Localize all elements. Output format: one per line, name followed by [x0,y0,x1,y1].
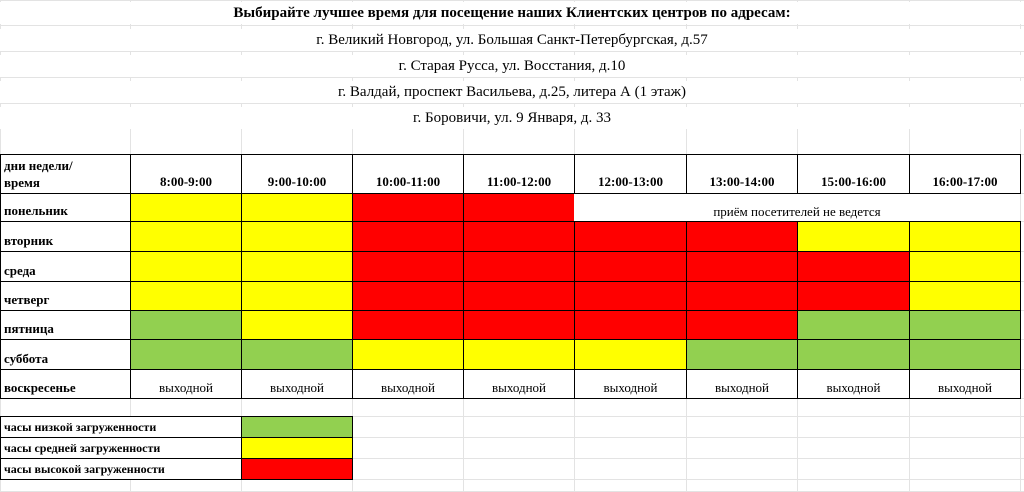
day-off-cell: выходной [241,369,353,399]
load-cell [909,339,1021,370]
day-label: суббота [0,339,131,370]
load-cell [463,193,575,222]
load-cell [130,310,242,340]
load-cell [241,310,353,340]
header-title: Выбирайте лучшее время для посещение наших Клиентских центров по адресам: [0,2,1024,24]
load-cell [130,221,242,252]
day-label: воскресенье [0,369,131,399]
time-slot-header: 16:00-17:00 [909,154,1021,194]
time-slot-header: 12:00-13:00 [574,154,687,194]
load-cell [686,221,798,252]
legend-swatch [241,458,353,480]
load-cell [130,281,242,311]
load-cell [241,251,353,282]
day-off-cell: выходной [797,369,910,399]
corner-header [0,154,131,194]
load-cell [241,221,353,252]
load-cell [574,281,687,311]
time-slot-header: 9:00-10:00 [241,154,353,194]
load-cell [797,221,910,252]
load-cell [909,310,1021,340]
time-slot-header: 11:00-12:00 [463,154,575,194]
load-cell [241,193,353,222]
gridline-horizontal [0,103,1024,104]
load-cell [352,193,464,222]
day-off-cell: выходной [909,369,1021,399]
day-off-cell: выходной [574,369,687,399]
load-cell [574,310,687,340]
load-cell [463,310,575,340]
address-valday: г. Валдай, проспект Васильева, д.25, литера А (1 этаж) [0,81,1024,103]
load-cell [797,339,910,370]
gridline-horizontal [0,25,1024,26]
load-cell [574,251,687,282]
legend-label: часы высокой загруженности [0,458,242,480]
day-label: понельник [0,193,131,222]
day-label: среда [0,251,131,282]
load-cell [463,221,575,252]
load-cell [352,310,464,340]
monday-note: приём посетителей не ведется [574,193,1020,221]
day-off-cell: выходной [130,369,242,399]
load-cell [352,221,464,252]
day-off-cell: выходной [463,369,575,399]
legend-label: часы низкой загруженности [0,416,242,438]
load-cell [686,281,798,311]
load-cell [686,339,798,370]
load-cell [352,251,464,282]
load-cell [463,281,575,311]
day-off-cell: выходной [686,369,798,399]
load-cell [463,339,575,370]
day-label: четверг [0,281,131,311]
gridline-horizontal [0,0,1024,1]
address-staraya-russa: г. Старая Русса, ул. Восстания, д.10 [0,55,1024,77]
load-cell [797,251,910,282]
address-novgorod: г. Великий Новгород, ул. Большая Санкт-Петербургская, д.57 [0,29,1024,51]
load-cell [241,339,353,370]
gridline-horizontal [0,77,1024,78]
load-cell [352,339,464,370]
load-cell [686,251,798,282]
load-cell [797,310,910,340]
day-off-cell: выходной [352,369,464,399]
address-borovichi: г. Боровичи, ул. 9 Января, д. 33 [0,107,1024,129]
corner-label-time: время [4,175,40,190]
load-cell [130,193,242,222]
day-label: пятница [0,310,131,340]
time-slot-header: 10:00-11:00 [352,154,464,194]
legend-label: часы средней загруженности [0,437,242,459]
load-cell [909,251,1021,282]
time-slot-header: 8:00-9:00 [130,154,242,194]
load-cell [574,221,687,252]
day-label: вторник [0,221,131,252]
legend-swatch [241,416,353,438]
legend-swatch [241,437,353,459]
time-slot-header: 15:00-16:00 [797,154,910,194]
load-cell [352,281,464,311]
gridline-horizontal [0,51,1024,52]
load-cell [797,281,910,311]
load-cell [130,251,242,282]
load-cell [241,281,353,311]
load-cell [909,221,1021,252]
load-cell [909,281,1021,311]
time-slot-header: 13:00-14:00 [686,154,798,194]
load-cell [130,339,242,370]
load-cell [686,310,798,340]
load-cell [574,339,687,370]
corner-label-days: дни недели/ [4,158,73,173]
load-cell [463,251,575,282]
